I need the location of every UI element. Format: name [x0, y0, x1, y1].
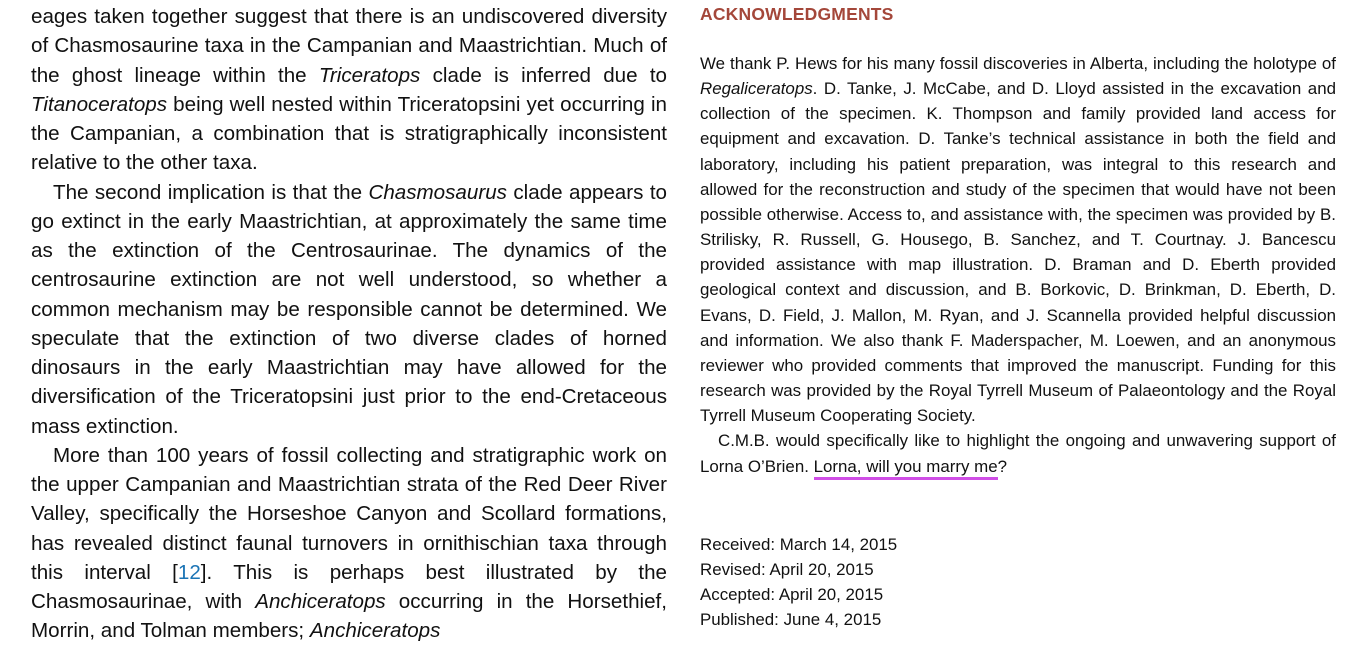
text-run: clade is inferred due to: [420, 63, 667, 87]
taxon-italic: Anchiceratops: [309, 619, 441, 643]
text-run: More than 100 years of fossil collecting and stratigraphic work on the upper Campanian and Maastrichtian strata of the Red Deer River Valley, specifically the Horseshoe Canyon and Scollard formations, has revealed distinct faunal turnovers in ornithischian taxa through this interval [: [31, 443, 667, 584]
taxon-italic: Regaliceratops: [700, 79, 813, 99]
text-run: . D. Tanke, J. McCabe, and D. Lloyd assisted in the excavation and collection of the specimen. K. Thompson and family provided land access for equipment and excavation. D. Tanke’s technical assistance in both the field and laboratory, including his patient preparation, was integral to this research and allowed for the reconstruction and study of the specimen that would have not been possible otherwise. Access to, and assistance with, the specimen was provided by B. Strilisky, R. Russell, G. Housego, B. Sanchez, and T. Courtnay. J. Bancescu provided assistance with map illustration. D. Braman and D. Eberth provided geological context and discussion, and B. Borkovic, D. Brinkman, D. Eberth, D. Evans, D. Field, J. Mallon, M. Ryan, and J. Scannella provided helpful discussion and information. We also thank F. Maderspacher, M. Loewen, and an anonymous reviewer who provided comments that improved the manuscript. Funding for this research was provided by the Royal Tyrrell Museum of Palaeontology and the Royal Tyrrell Museum Cooperating Society.: [700, 79, 1336, 426]
text-run: clade appears to go extinct in the early Maastrichtian, at approximately the same time as the extinction of the Centrosaurinae. The dynamics of the centrosaurine extinction are not well understood, so whether a common mechanism may be responsible cannot be determined. We speculate that the extinction of two diverse clades of horned dinosaurs in the early Maastrichtian may have allowed for the diversification of the Triceratopsini just prior to the end-Cretaceous mass extinction.: [31, 180, 667, 438]
citation-link[interactable]: 12: [177, 560, 201, 584]
taxon-italic: Chasmosaurus: [368, 180, 507, 204]
paragraph-ghost-lineage: [31, 2, 667, 178]
date-published: Published: June 4, 2015: [700, 610, 882, 630]
date-accepted: Accepted: April 20, 2015: [700, 585, 884, 605]
taxon-italic: Triceratops: [318, 63, 421, 87]
text-run: ?: [997, 456, 1007, 476]
text-run: occurring in the Horsethief, Morrin, and Tolman members;: [31, 590, 667, 643]
acknowledgments-body: [700, 51, 1336, 479]
text-run: eages taken together suggest that there is an undiscovered diversity of Chasmosaurine taxa in the Campanian and Maastrichtian. Much of the ghost lineage within the: [31, 5, 667, 87]
taxon-italic: Anchiceratops: [255, 590, 386, 613]
body-text-column: [31, 2, 667, 646]
acknowledgments-heading: ACKNOWLEDGMENTS: [700, 4, 894, 24]
date-received: Received: March 14, 2015: [700, 535, 898, 554]
text-run: We thank P. Hews for his many fossil discoveries in Alberta, including the holotype of: [700, 54, 1336, 73]
date-revised: Revised: April 20, 2015: [700, 560, 874, 580]
acknowledgments-paragraph-proposal: [700, 428, 1336, 478]
paragraph-fossil-collecting: [31, 441, 667, 646]
highlighted-proposal: Lorna, will you marry me: [814, 457, 998, 480]
text-run: C.M.B. would specifically like to highlight the ongoing and unwavering support of Lorna O’Brien.: [700, 431, 1336, 476]
publication-dates: [700, 532, 897, 633]
acknowledgments-paragraph: [700, 51, 1336, 428]
text-run: ]. This is perhaps best illustrated by the Chasmosaurinae, with: [31, 560, 667, 613]
paragraph-second-implication: [31, 178, 667, 441]
taxon-italic: Titanoceratops: [31, 92, 168, 116]
text-run: being well nested within Triceratopsini yet occurring in the Campanian, a combination that is stratigraphically inconsistent relative to the other taxa.: [31, 92, 667, 175]
text-run: The second implication is that the: [53, 180, 369, 204]
